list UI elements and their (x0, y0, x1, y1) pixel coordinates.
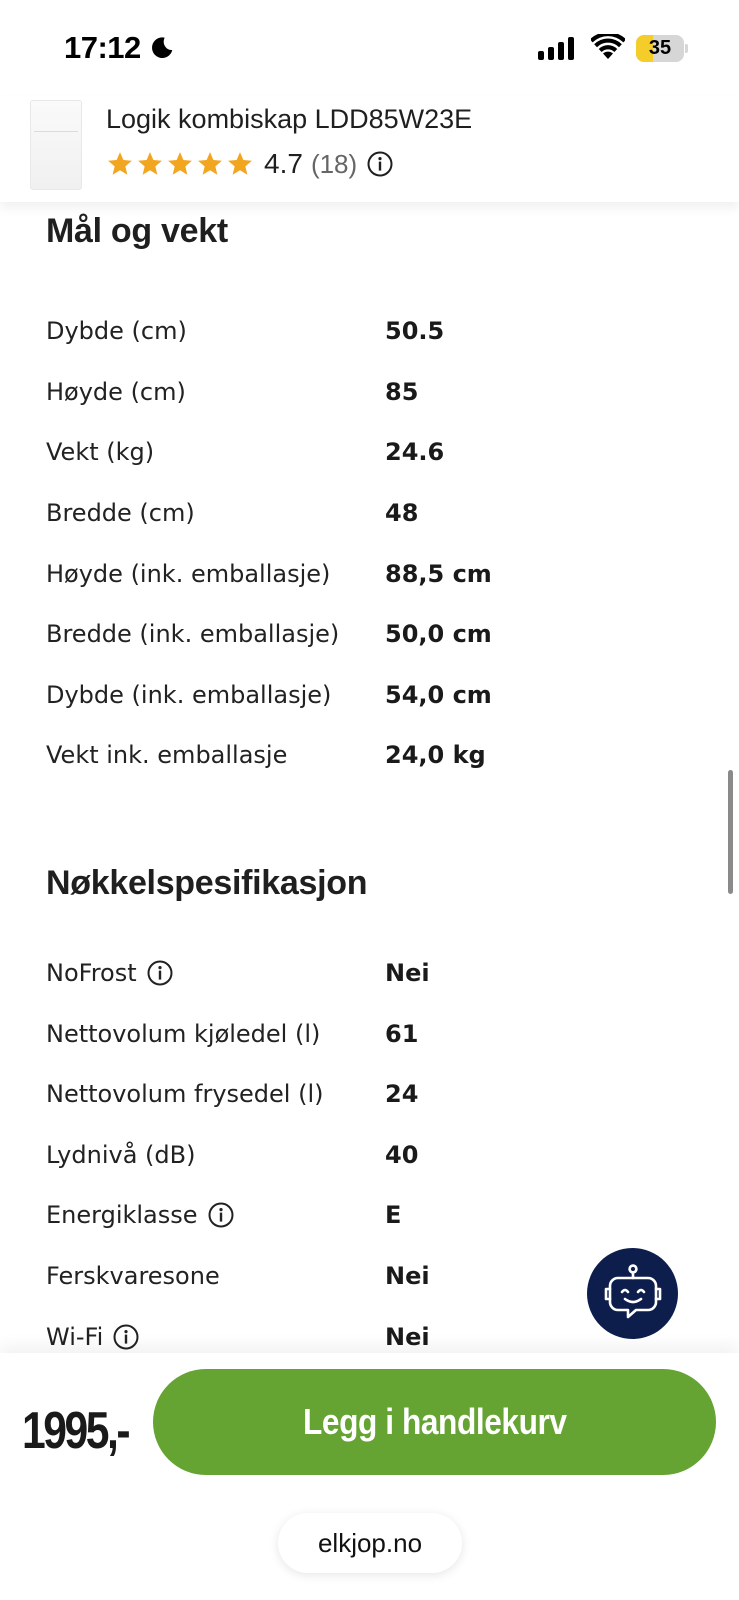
spec-label (46, 1141, 195, 1169)
spec-row (46, 1185, 706, 1246)
spec-label-text: Høyde (cm) (46, 377, 186, 406)
spec-label (46, 959, 173, 987)
product-rating[interactable] (106, 146, 393, 182)
spec-value: 88,5 cm (385, 559, 492, 588)
spec-label (46, 1323, 139, 1351)
spec-list-dimensions (46, 301, 706, 786)
spec-value: 24 (385, 1080, 419, 1109)
spec-value: Nei (385, 1322, 430, 1351)
rating-stars (106, 150, 254, 178)
spec-label (46, 317, 187, 345)
rating-count: (18) (310, 148, 358, 179)
spec-label (46, 378, 186, 406)
spec-label-text: Bredde (cm) (46, 499, 195, 528)
spec-row (46, 1003, 706, 1064)
spec-row (46, 301, 706, 362)
chatbot-robot-icon (600, 1261, 666, 1327)
product-header[interactable] (0, 96, 739, 202)
spec-label-text: Wi-Fi (46, 1322, 104, 1351)
spec-label-text: Nettovolum frysedel (l) (46, 1080, 324, 1109)
add-to-cart-button[interactable] (153, 1369, 716, 1475)
spec-row (46, 665, 706, 726)
spec-label (46, 741, 287, 769)
spec-row (46, 422, 706, 483)
spec-label-text: Nettovolum kjøledel (l) (46, 1019, 321, 1048)
spec-label-text: Dybde (ink. emballasje) (46, 680, 332, 709)
star-icon (166, 150, 194, 178)
spec-label (46, 560, 330, 588)
rating-info-icon[interactable] (367, 151, 393, 177)
spec-row (46, 1125, 706, 1186)
star-icon (226, 150, 254, 178)
browser-url-text: elkjop.no (317, 1527, 423, 1558)
star-icon (136, 150, 164, 178)
spec-label (46, 1262, 220, 1290)
spec-value: Nei (385, 1262, 430, 1291)
add-to-cart-label: Legg i handlekurv (302, 1401, 567, 1442)
energiklasse-info-icon[interactable] (208, 1202, 234, 1228)
spec-label (46, 620, 339, 648)
spec-content (46, 202, 706, 1367)
spec-value: 24,0 kg (385, 741, 486, 770)
spec-label (46, 438, 154, 466)
star-icon (196, 150, 224, 178)
spec-label (46, 1201, 234, 1229)
product-title: Logik kombiskap LDD85W23E (106, 104, 473, 134)
spec-value: 61 (385, 1019, 419, 1048)
spec-row (46, 483, 706, 544)
product-price: 1995,- (22, 1402, 129, 1460)
spec-value: 48 (385, 499, 419, 528)
rating-value: 4.7 (264, 148, 303, 179)
spec-row (46, 943, 706, 1004)
spec-label-text: NoFrost (46, 959, 137, 988)
spec-row (46, 1064, 706, 1125)
battery-icon (636, 35, 688, 62)
spec-value: 85 (385, 377, 419, 406)
spec-label (46, 1080, 323, 1108)
spec-label (46, 1020, 320, 1048)
purchase-bar (0, 1353, 739, 1600)
chatbot-button[interactable] (587, 1248, 678, 1339)
spec-label-text: Vekt ink. emballasje (46, 741, 288, 770)
spec-value: 24.6 (385, 438, 445, 467)
nofrost-info-icon[interactable] (147, 960, 173, 986)
spec-value: E (385, 1201, 402, 1230)
spec-label-text: Energiklasse (46, 1201, 198, 1230)
product-thumbnail[interactable] (30, 100, 82, 190)
wi-fi-info-icon[interactable] (113, 1324, 139, 1350)
section-title-key-specs: Nøkkelspesifikasjon (46, 863, 368, 902)
star-icon (106, 150, 134, 178)
status-bar (0, 0, 739, 96)
spec-row (46, 362, 706, 423)
spec-label-text: Dybde (cm) (46, 317, 187, 346)
spec-label-text: Lydnivå (dB) (46, 1140, 196, 1169)
spec-value: 50.5 (385, 317, 445, 346)
scrollbar[interactable] (728, 770, 733, 894)
status-time-text: 17:12 (64, 30, 141, 65)
spec-row (46, 604, 706, 665)
spec-row (46, 725, 706, 786)
spec-label (46, 499, 195, 527)
spec-value: 40 (385, 1140, 419, 1169)
wifi-icon (591, 34, 625, 60)
cellular-signal-icon (538, 36, 574, 60)
spec-row (46, 543, 706, 604)
moon-icon (149, 35, 175, 61)
spec-value: Nei (385, 959, 430, 988)
browser-url-bar[interactable] (278, 1513, 462, 1573)
spec-label (46, 681, 331, 709)
spec-label-text: Høyde (ink. emballasje) (46, 559, 331, 588)
spec-label-text: Vekt (kg) (46, 438, 155, 467)
spec-label-text: Bredde (ink. emballasje) (46, 620, 340, 649)
battery-level: 35 (648, 37, 672, 59)
spec-value: 50,0 cm (385, 620, 492, 649)
spec-value: 54,0 cm (385, 680, 492, 709)
spec-label-text: Ferskvaresone (46, 1262, 220, 1291)
status-time (64, 30, 175, 66)
section-title-dimensions: Mål og vekt (46, 212, 228, 250)
